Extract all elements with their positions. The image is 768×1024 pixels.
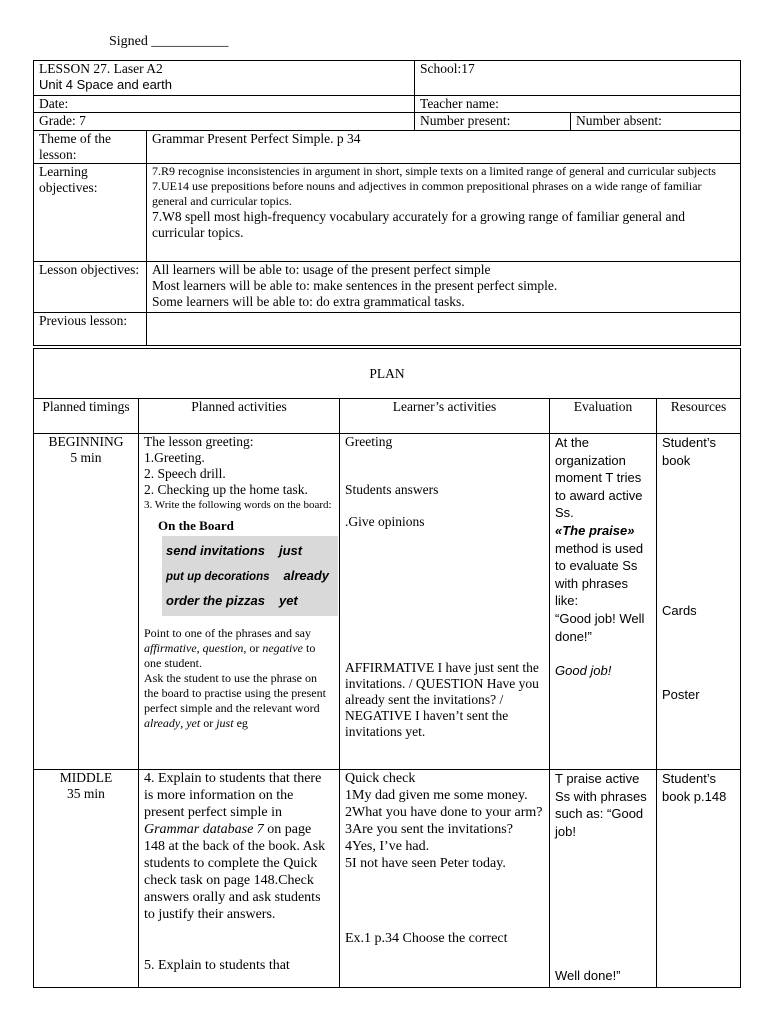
previous-lesson-value	[147, 313, 741, 346]
evaluation-beginning	[550, 434, 657, 770]
resource-item: Poster	[662, 687, 700, 702]
activity-line: 2. Checking up the home task.	[144, 482, 308, 497]
board-word: yet	[278, 593, 298, 608]
activities-middle	[139, 770, 340, 988]
activity-paragraph: 5. Explain to students that	[144, 958, 290, 973]
learner-line: 2What you have done to your arm?	[345, 805, 543, 820]
activity-line: The lesson greeting:	[144, 434, 254, 449]
board-word: already	[283, 568, 330, 583]
evaluation-line: “Good job! Well done!”	[555, 610, 645, 644]
column-header-evaluation: Evaluation	[550, 399, 657, 434]
plan-title: PLAN	[34, 349, 741, 399]
timing-stage: MIDDLE	[59, 770, 113, 785]
plan-table	[33, 348, 741, 988]
learners-middle	[340, 770, 550, 988]
resources-middle	[657, 770, 741, 988]
column-header-activities: Planned activities	[139, 399, 340, 434]
learning-objectives-cell	[147, 164, 741, 262]
learners-beginning	[340, 434, 550, 770]
timing-duration: 5 min	[70, 450, 102, 465]
board-phrase: put up decorations	[166, 571, 270, 583]
learner-line: 4Yes, I’ve had.	[345, 839, 430, 854]
present-cell: Number present:	[415, 113, 571, 131]
evaluation-line: Well done!”	[555, 968, 621, 984]
objective-item: 7.W8 spell most high-frequency vocabulary accurately for a growing range of familiar general and curricular topics.	[152, 209, 686, 240]
resources-beginning	[657, 434, 741, 770]
resource-item: Cards	[662, 603, 697, 618]
column-header-learners: Learner’s activities	[340, 399, 550, 434]
previous-lesson-label: Previous lesson:	[34, 313, 147, 346]
board-phrase: order the pizzas	[166, 593, 265, 608]
date-cell: Date:	[34, 96, 415, 113]
evaluation-line: At the organization moment T tries to award active Ss.	[555, 435, 643, 521]
lesson-objective-item: All learners will be able to: usage of the present perfect simple	[152, 262, 491, 277]
timing-middle	[34, 770, 139, 988]
column-header-timings: Planned timings	[34, 399, 139, 434]
objective-item: 7.R9 recognise inconsistencies in argument in short, simple texts on a limited range of general and curricular subjects	[152, 164, 716, 178]
learner-line: Ex.1 p.34 Choose the correct	[345, 931, 508, 946]
table-row	[34, 770, 741, 988]
lesson-header-table	[33, 60, 741, 346]
board-box	[162, 536, 338, 616]
activity-line: 2. Speech drill.	[144, 466, 226, 481]
activity-paragraph: Ask the student to use the phrase on the board to practise using the present perfect simple and the relevant word already, yet or just eg	[144, 671, 326, 730]
evaluation-praise: «The praise»	[555, 522, 635, 538]
learner-line: 5I not have seen Peter today.	[345, 856, 506, 871]
column-header-resources: Resources	[657, 399, 741, 434]
theme-label: Theme of the lesson:	[34, 131, 147, 164]
board-title: On the Board	[158, 518, 234, 533]
evaluation-line: T praise active Ss with phrases such as: “Good job!	[555, 771, 647, 839]
timing-stage: BEGINNING	[48, 434, 124, 449]
board-row	[166, 588, 338, 613]
learner-line: Students answers	[345, 482, 439, 497]
lesson-objectives-cell	[147, 262, 741, 313]
learning-objectives-label: Learning objectives:	[34, 164, 147, 262]
activity-paragraph: Point to one of the phrases and say affirmative, question, or negative to one student.	[144, 626, 316, 670]
resource-item: Student’s book p.148	[662, 771, 727, 804]
table-row	[34, 434, 741, 770]
lesson-title: LESSON 27. Laser A2	[39, 61, 163, 76]
lesson-objective-item: Most learners will be able to: make sentences in the present perfect simple.	[152, 278, 558, 293]
learner-line: 1My dad given me some money.	[345, 788, 528, 803]
learner-line: AFFIRMATIVE I have just sent the invitations. / QUESTION Have you already sent the invitations? / NEGATIVE I haven’t sent the invitations yet.	[345, 660, 539, 739]
evaluation-line: Good job!	[555, 663, 612, 679]
board-row	[166, 563, 338, 588]
activity-paragraph: 4. Explain to students that there is more information on the present perfect simple in Grammar database 7 on page 148 at the back of the book. Ask students to complete the Quick check task on page 148.Check answers orally and ask students to justify their answers.	[144, 771, 326, 922]
unit-title: Unit 4 Space and earth	[39, 77, 172, 92]
timing-duration: 35 min	[67, 786, 105, 801]
activity-line: 1.Greeting.	[144, 450, 205, 465]
evaluation-line: method is used to evaluate Ss with phrases like:	[555, 540, 644, 609]
board-row	[166, 538, 338, 563]
timing-beginning	[34, 434, 139, 770]
board-word: just	[278, 543, 303, 558]
lesson-cell	[34, 61, 415, 96]
learner-line: Quick check	[345, 771, 416, 786]
evaluation-middle	[550, 770, 657, 988]
lesson-objective-item: Some learners will be able to: do extra grammatical tasks.	[152, 294, 465, 309]
signed-line: Signed ___________	[109, 34, 229, 49]
teacher-cell: Teacher name:	[415, 96, 741, 113]
school-cell: School:17	[415, 61, 741, 96]
learner-line: Greeting	[345, 434, 393, 449]
learner-line: 3Are you sent the invitations?	[345, 822, 513, 837]
activity-line: 3. Write the following words on the board:	[144, 499, 332, 511]
grade-cell: Grade: 7	[34, 113, 415, 131]
activities-beginning	[139, 434, 340, 770]
objective-item: 7.UE14 use prepositions before nouns and adjectives in common prepositional phrases on a wide range of familiar general and curricular topics.	[152, 179, 702, 208]
lesson-objectives-label: Lesson objectives:	[34, 262, 147, 313]
resource-item: Student’s book	[662, 435, 716, 468]
theme-value: Grammar Present Perfect Simple. p 34	[147, 131, 741, 164]
absent-cell: Number absent:	[571, 113, 741, 131]
learner-line: .Give opinions	[345, 514, 425, 529]
board-phrase: send invitations	[166, 543, 265, 558]
